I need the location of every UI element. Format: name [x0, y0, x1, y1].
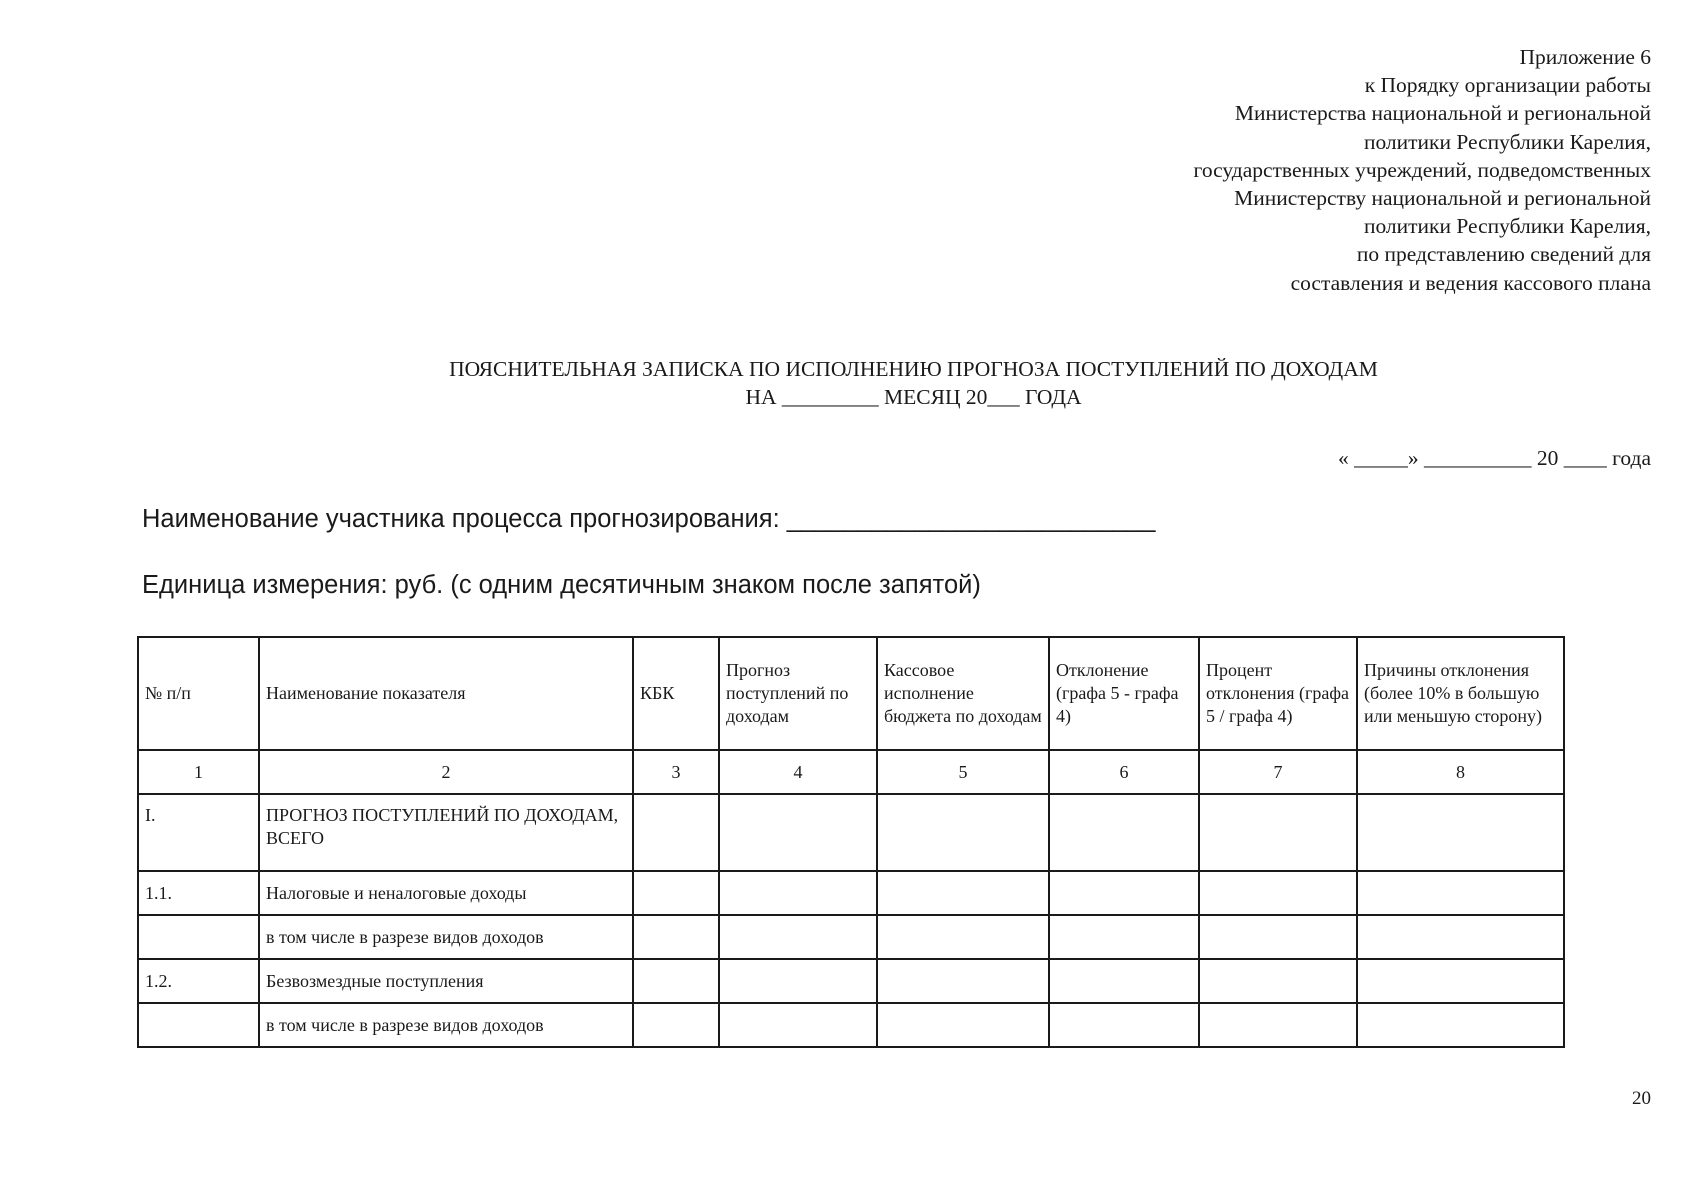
header-cell-actual: Кассовое исполнение бюджета по доходам [877, 637, 1049, 750]
appendix-line: Министерству национальной и региональной [1234, 186, 1651, 211]
appendix-line: Министерства национальной и региональной [1234, 101, 1651, 126]
column-number: 7 [1199, 750, 1357, 794]
row-name: в том числе в разрезе видов доходов [259, 1003, 633, 1047]
row-percent [1199, 1003, 1357, 1047]
participant-line: Наименование участника процесса прогнозирования: __________________________ [142, 505, 1156, 533]
column-number: 6 [1049, 750, 1199, 794]
row-actual [877, 1003, 1049, 1047]
row-name: ПРОГНОЗ ПОСТУПЛЕНИЙ ПО ДОХОДАМ, ВСЕГО [259, 794, 633, 871]
units-line: Единица измерения: руб. (с одним десятичным знаком после запятой) [142, 571, 981, 599]
row-deviation [1049, 959, 1199, 1003]
row-percent [1199, 871, 1357, 915]
row-num: 1.2. [138, 959, 259, 1003]
document-title [0, 355, 1697, 411]
header-cell-forecast: Прогноз поступлений по доходам [719, 637, 877, 750]
row-actual [877, 959, 1049, 1003]
row-forecast [719, 871, 877, 915]
row-forecast [719, 1003, 877, 1047]
row-reason [1357, 1003, 1564, 1047]
row-kbk [633, 1003, 719, 1047]
row-percent [1199, 915, 1357, 959]
column-number: 5 [877, 750, 1049, 794]
row-deviation [1049, 794, 1199, 871]
row-kbk [633, 871, 719, 915]
row-reason [1357, 794, 1564, 871]
column-number: 3 [633, 750, 719, 794]
row-forecast [719, 794, 877, 871]
column-number: 4 [719, 750, 877, 794]
header-cell-percent: Процент отклонения (графа 5 / графа 4) [1199, 637, 1357, 750]
row-name: Налоговые и неналоговые доходы [259, 871, 633, 915]
table-row [138, 871, 1564, 915]
column-number: 2 [259, 750, 633, 794]
row-num [138, 1003, 259, 1047]
column-number: 1 [138, 750, 259, 794]
row-reason [1357, 915, 1564, 959]
column-number-row [138, 750, 1564, 794]
row-num [138, 915, 259, 959]
row-forecast [719, 959, 877, 1003]
appendix-line: по представлению сведений для [1356, 242, 1651, 267]
report-table [137, 636, 1565, 1048]
row-name: в том числе в разрезе видов доходов [259, 915, 633, 959]
appendix-line: составления и ведения кассового плана [1290, 270, 1651, 295]
appendix-line: к Порядку организации работы [1364, 73, 1651, 98]
row-forecast [719, 915, 877, 959]
row-deviation [1049, 1003, 1199, 1047]
header-cell-num: № п/п [138, 637, 259, 750]
row-reason [1357, 871, 1564, 915]
row-deviation [1049, 871, 1199, 915]
title-line-1: ПОЯСНИТЕЛЬНАЯ ЗАПИСКА ПО ИСПОЛНЕНИЮ ПРОГНОЗА ПОСТУПЛЕНИЙ ПО ДОХОДАМ [449, 357, 1378, 381]
row-actual [877, 794, 1049, 871]
row-kbk [633, 915, 719, 959]
appendix-line: государственных учреждений, подведомственных [1193, 157, 1651, 182]
header-cell-reason: Причины отклонения (более 10% в большую или меньшую сторону) [1357, 637, 1564, 750]
row-kbk [633, 959, 719, 1003]
appendix-line: политики Республики Карелия, [1363, 214, 1651, 239]
page-number: 20 [1632, 1088, 1651, 1109]
date-line: « _____» __________ 20 ____ года [1337, 446, 1651, 470]
table-row [138, 915, 1564, 959]
row-reason [1357, 959, 1564, 1003]
row-name: Безвозмездные поступления [259, 959, 633, 1003]
row-percent [1199, 794, 1357, 871]
row-num: 1.1. [138, 871, 259, 915]
column-number: 8 [1357, 750, 1564, 794]
row-deviation [1049, 915, 1199, 959]
table-row [138, 959, 1564, 1003]
row-percent [1199, 959, 1357, 1003]
row-actual [877, 871, 1049, 915]
header-cell-name: Наименование показателя [259, 637, 633, 750]
row-num: I. [138, 794, 259, 871]
header-cell-kbk: КБК [633, 637, 719, 750]
header-row [138, 637, 1564, 750]
appendix-line: Приложение 6 [1519, 45, 1651, 69]
appendix-line: политики Республики Карелия, [1363, 129, 1651, 154]
table-row [138, 1003, 1564, 1047]
title-line-2: НА _________ МЕСЯЦ 20___ ГОДА [745, 385, 1082, 409]
appendix-block [1194, 43, 1651, 297]
table-row [138, 794, 1564, 871]
header-cell-deviation: Отклонение (графа 5 - графа 4) [1049, 637, 1199, 750]
row-kbk [633, 794, 719, 871]
row-actual [877, 915, 1049, 959]
